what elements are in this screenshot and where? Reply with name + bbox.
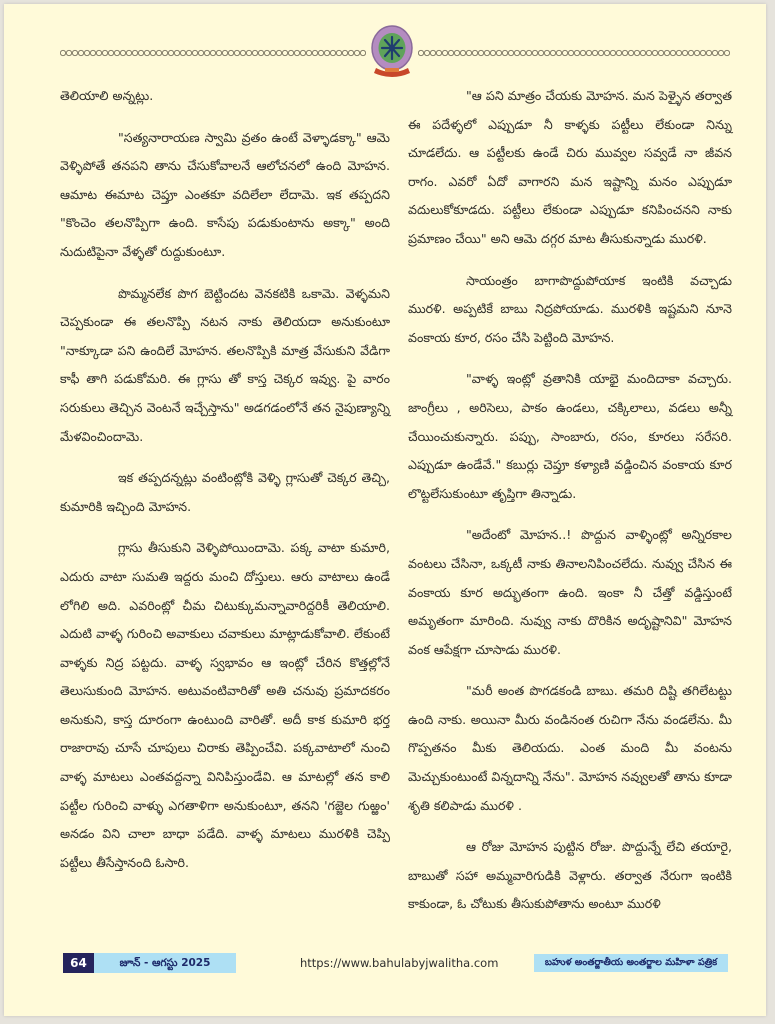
magazine-page (4, 4, 766, 1016)
issue-date: జూన్ - ఆగస్టు 2025 (94, 953, 236, 973)
paragraph: "అదేంటో మోహన..! పొద్దున వాళ్ళింట్లో అన్నిరకాల వంటలు చేసినా, ఒక్కటీ నాకు తినాలనిపించలేదు. నువ్వు చేసిన ఈ వంకాయ కూర అద్భుతంగా ఉంది. ఇంకా నీ చేత్తో వడ్డిస్తుంటే అమృతంగా మారింది. నువ్వు నాకు దొరికిన అదృష్టానివి" మోహన వంక ఆపేక్షగా చూసాడు మురళి. (408, 527, 732, 657)
paragraph: పొమ్మనలేక పొగ బెట్టిందట వెనకటికి ఒకామె. వెళ్ళమని చెప్పకుండా ఈ తలనొప్పి నటన నాకు తెలియదా అనుకుంటూ "నాక్కూడా పని ఉందిలే మోహన. తలనొప్పికి మాత్ర వేసుకుని వేడిగా కాఫీ తాగి పడుకోమరి. ఈ గ్లాసు తో కాస్త చెక్కర ఇవ్వు. పై వారం సరుకులు తెచ్చిన వెంటనే ఇచ్చేస్తాను" అడగడంలోనే తన నైపుణ్యాన్ని మేళవించిందామె. (60, 285, 390, 444)
ornamental-divider-right (418, 49, 730, 57)
magazine-emblem-icon (368, 24, 416, 80)
page-number: 64 (63, 953, 94, 973)
paragraph: తెలియాలి అన్నట్లు. (60, 88, 154, 103)
paragraph: "వాళ్ళ ఇంట్లో వ్రతానికి యాభై మందిదాకా వచ్చారు. జాంగ్రీలు , అరిసెలు, పాకం ఉండలు, చక్కిలాలు, వడలు అన్నీ చేయించుకున్నారు. పప్పు, సాంబారు, రసం, కూరలు సరేసరి. ఎప్పుడూ ఉండేవే." కబుర్లు చెప్తూ కళ్యాణి వడ్డించిన వంకాయ కూర లొట్టలేసుకుంటూ తృప్తిగా తిన్నాడు. (408, 371, 732, 501)
website-link[interactable]: https://www.bahulabyjwalitha.com (300, 956, 499, 970)
paragraph: ఇక తప్పదన్నట్లు వంటింట్లోకి వెళ్ళి గ్లాసుతో చెక్కర తెచ్చి, కుమారికి ఇచ్చింది మోహన. (60, 470, 390, 514)
right-text-column (408, 82, 732, 932)
paragraph: గ్లాసు తీసుకుని వెళ్ళిపోయిందామె. పక్క వాటా కుమారి, ఎదురు వాటా సుమతి ఇద్దరు మంచి దోస్తులు. ఆరు వాటాలు ఉండే లోగిలి అది. ఎవరింట్లో చీమ చిటుక్కుమన్నావారిద్దరికీ తెలియాలి. ఎదుటి వాళ్ళ గురించి అవాకులు చవాకులు మాట్లాడుకోవాలి. లేకుంటే వాళ్ళకు నిద్ర పట్టదు. వాళ్ళ స్వభావం ఆ ఇంట్లో చేరిన కొత్తల్లోనే తెలుసుకుంది మోహన. అటువంటివారితో అతి చనువు ప్రమాదకరం అనుకుని, కాస్త దూరంగా ఉంటుంది వారితో. అదీ కాక కుమారి భర్త రాజారావు చూసే చూపులు చిరాకు తెప్పించేవి. పక్కవాటాలో నుంచి వాళ్ళ మాటలు ఎంతవద్దన్నా వినిపిస్తుండేవి. ఆ మాటల్లో తన కాలి పట్టీల గురించి వాళ్ళు ఎగతాళిగా అనుకుంటూ, తనని 'గజ్జెల గుఱ్ఱం' అనడం విని చాలా బాధా పడేది. వాళ్ళ మాటలు మురళికి చెప్పి పట్టీలు తీసేస్తానంది ఓసారి. (60, 540, 390, 870)
ornamental-divider-left (60, 49, 366, 57)
left-text-column (60, 82, 390, 890)
paragraph: ఆ రోజు మోహన పుట్టిన రోజు. పొద్దున్నే లేచి తయారై, బాబుతో సహా అమ్మవారిగుడికి వెళ్లారు. తర్వాత నేరుగా ఇంటికి కాకుండా, ఓ చోటుకు తీసుకుపోతాను అంటూ మురళి (408, 839, 732, 912)
paragraph: "మరీ అంత పొగడకండి బాబు. తమరి దిష్టి తగిలేటట్టు ఉంది నాకు. అయినా మీరు వండినంత రుచిగా నేను వండలేను. మీ గొప్పతనం మీకు తెలియదు. ఎంత మంది మీ వంటను మెచ్చుకుంటుంటే విన్నదాన్ని నేను". మోహన నవ్వులతో తాను కూడా శృతి కలిపాడు మురళి . (408, 683, 732, 813)
magazine-name: బహుళ అంతర్జాతీయ అంతర్జాల మహిళా పత్రిక (534, 954, 728, 972)
paragraph: సాయంత్రం బాగాపొద్దుపోయాక ఇంటికి వచ్చాడు మురళి. అప్పటికే బాబు నిద్రపోయాడు. మురళికి ఇష్టమని నూనె వంకాయ కూర, రసం చేసి పెట్టింది మోహన. (408, 272, 732, 345)
paragraph: "సత్యనారాయణ స్వామి వ్రతం ఉంటే వెళ్ళాడక్కా" ఆమె వెళ్ళిపోతే తనపని తాను చేసుకోవాలనే ఆలోచనలో ఉంది మోహన. ఆమాట ఈమాట చెప్తూ ఎంతకూ వదిలేలా లేదామె. ఇక తప్పదని "కొంచెం తలనొప్పిగా ఉంది. కాసేపు పడుకుంటాను అక్కా" అంది నుదుటిపైనా వేళ్ళతో రుద్దుకుంటూ. (60, 129, 390, 259)
paragraph: "ఆ పని మాత్రం చేయకు మోహన. మన పెళ్ళైన తర్వాత ఈ పదేళ్ళలో ఎప్పుడూ నీ కాళ్ళకు పట్టీలు లేకుండా నిన్ను చూడలేదు. ఆ పట్టీలకు ఉండే చిరు మువ్వల సవ్వడే నా జీవన రాగం. ఎవరో ఏదో వాగారని మన ఇష్టాన్ని మనం ఎప్పుడూ వదులుకోకూడదు. పట్టీలు లేకుండా ఎప్పుడూ కనిపించనని నాకు ప్రమాణం చేయి" అని ఆమె దగ్గర మాట తీసుకున్నాడు మురళి. (408, 88, 732, 246)
